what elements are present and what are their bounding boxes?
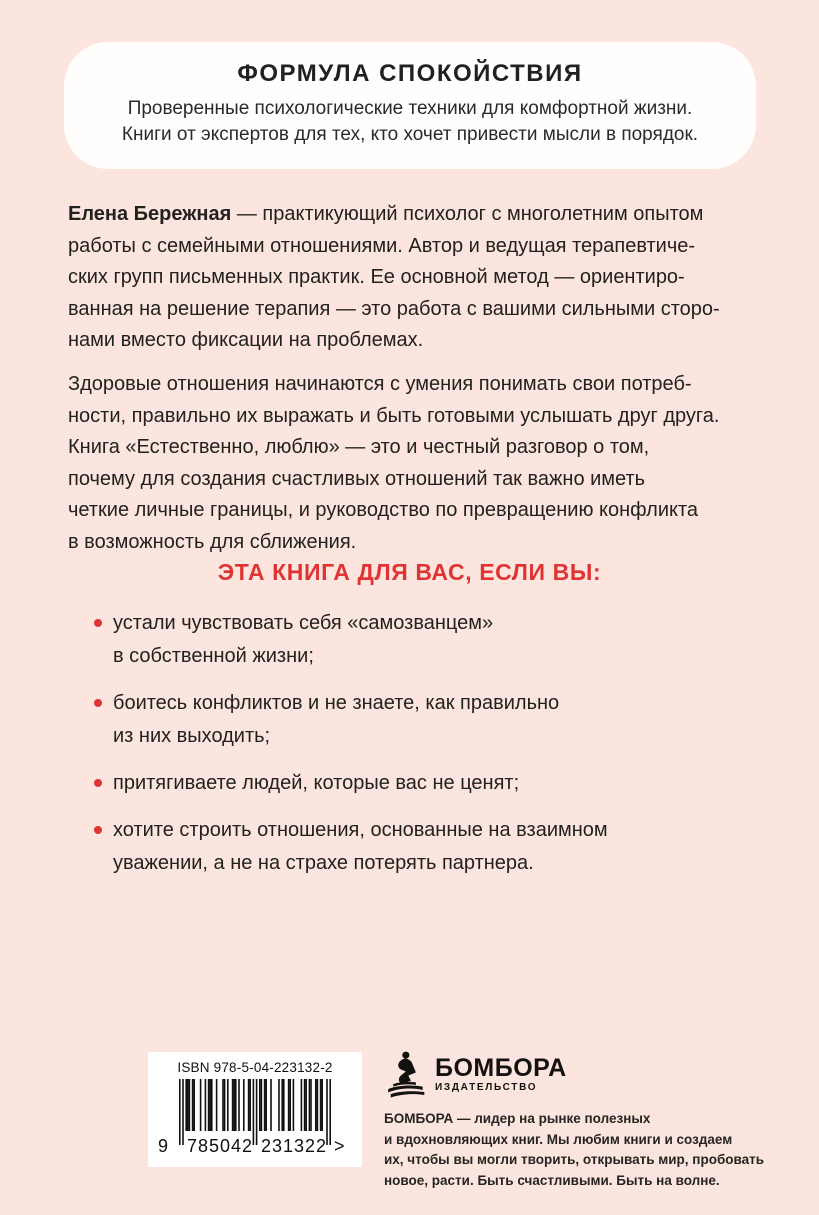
text-line: почему для создания счастливых отношений так важно иметь xyxy=(68,467,646,490)
bullet-list xyxy=(94,607,608,894)
bullet-dot-icon xyxy=(94,779,102,787)
publisher-block xyxy=(384,1050,764,1191)
bullet-item xyxy=(94,607,608,673)
text-line: новое, расти. Быть счастливыми. Быть на волне. xyxy=(384,1172,720,1188)
barcode-trailing-char: > xyxy=(334,1136,345,1156)
publisher-description xyxy=(384,1109,764,1191)
text-line: работы с семейными отношениями. Автор и ведущая терапевтиче- xyxy=(68,234,696,257)
text-line: их, чтобы вы могли творить, открывать мир, пробовать xyxy=(384,1152,765,1167)
isbn-barcode-box xyxy=(148,1052,362,1167)
text-line: устали чувствовать себя «самозванцем» xyxy=(113,612,494,634)
text-line: боитесь конфликтов и не знаете, как правильно xyxy=(113,692,560,714)
text-line: из них выходить; xyxy=(113,725,271,747)
text-line: в возможность для сближения. xyxy=(68,530,357,553)
publisher-logo xyxy=(384,1050,764,1098)
bullet-dot-icon xyxy=(94,699,102,707)
publisher-logo-text xyxy=(435,1050,567,1093)
bullet-text xyxy=(113,607,493,673)
publisher-name: БОМБОРА xyxy=(435,1054,567,1082)
series-description xyxy=(64,96,756,148)
bullet-dot-icon xyxy=(94,826,102,834)
annotation-paragraph-lines xyxy=(68,369,778,558)
barcode-right-digits: 231322 xyxy=(260,1136,328,1156)
bullet-item xyxy=(94,687,608,753)
text-line: в собственной жизни; xyxy=(113,645,314,667)
text-line: Книги от экспертов для тех, кто хочет привести мысли в порядок. xyxy=(121,124,699,145)
publisher-subtitle: ИЗДАТЕЛЬСТВО xyxy=(435,1082,538,1093)
series-title: ФОРМУЛА СПОКОЙСТВИЯ xyxy=(237,60,583,87)
barcode-left-digits: 785042 xyxy=(186,1136,254,1156)
bullet-dot-icon xyxy=(94,619,102,627)
isbn-label: ISBN 978-5-04-223132-2 xyxy=(177,1060,333,1075)
bullet-item xyxy=(94,814,608,880)
text-line: притягиваете людей, которые вас не ценят; xyxy=(113,772,520,794)
text-line: ности, правильно их выражать и быть готовыми услышать друг друга. xyxy=(68,404,720,427)
text-line: хотите строить отношения, основанные на взаимном xyxy=(113,819,608,841)
annotation-paragraph xyxy=(68,369,778,558)
bullet-text xyxy=(113,767,519,800)
text-line: уважении, а не на страхе потерять партнера. xyxy=(113,852,534,874)
text-line: Здоровые отношения начинаются с умения понимать свои потреб- xyxy=(68,373,692,395)
text-line: ванная на решение терапия — это работа с вашими сильными сторо- xyxy=(68,297,720,320)
series-banner xyxy=(64,42,756,169)
bullet-text xyxy=(113,687,559,753)
barcode-first-digit: 9 xyxy=(158,1136,169,1156)
bullet-item xyxy=(94,767,608,800)
checklist-heading: ЭТА КНИГА ДЛЯ ВАС, ЕСЛИ ВЫ: xyxy=(217,559,602,585)
text-line: и вдохновляющих книг. Мы любим книги и создаем xyxy=(384,1131,733,1147)
text-line: нами вместо фиксации на проблемах. xyxy=(68,329,424,351)
author-paragraph xyxy=(68,199,778,357)
text-line: четкие личные границы, и руководство по превращению конфликта xyxy=(68,499,699,521)
text-line: Книга «Естественно, люблю» — это и честный разговор о том, xyxy=(68,436,650,458)
text-line xyxy=(68,199,778,231)
surfer-wave-icon xyxy=(384,1050,426,1098)
author-line-rest: — практикующий психолог с многолетним опытом xyxy=(231,203,704,225)
text-line: ских групп письменных практик. Ее основной метод — ориентиро- xyxy=(68,266,685,288)
bullet-text xyxy=(113,814,608,880)
author-paragraph-lines xyxy=(68,231,778,357)
text-line: БОМБОРА — лидер на рынке полезных xyxy=(384,1111,651,1126)
author-name: Елена Бережная xyxy=(68,203,232,225)
text-line: Проверенные психологические техники для комфортной жизни. xyxy=(127,98,693,119)
